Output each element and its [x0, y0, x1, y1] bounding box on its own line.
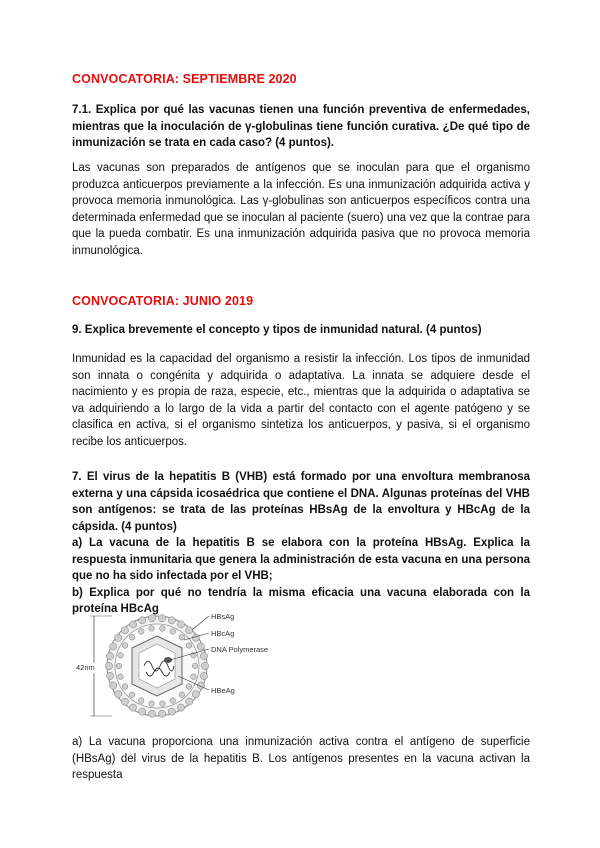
question-9: [72, 322, 530, 339]
hbsag-protein: [177, 704, 184, 711]
question-part-a: a) La vacuna de la hepatitis B se elabora con la proteína HBsAg. Explica la respuesta inmunitaria que genera la administración de esta vacuna en una persona que no ha sido infectada por el VHB;: [72, 537, 530, 582]
hbcag-protein: [122, 643, 128, 649]
hbsag-protein: [168, 617, 175, 624]
hbsag-protein: [201, 662, 208, 669]
hbsag-protein: [121, 627, 128, 634]
hbsag-protein: [192, 634, 199, 641]
hbsag-protein: [186, 698, 193, 705]
hbsag-protein: [121, 698, 128, 705]
section-heading-sep-2020: CONVOCATORIA: SEPTIEMBRE 2020: [72, 72, 297, 86]
hbsag-protein: [158, 615, 165, 622]
hbcag-protein: [149, 626, 155, 632]
hbcag-protein: [149, 701, 155, 707]
question-7-hepatitis: [72, 469, 530, 618]
answer-text: a) La vacuna proporciona una inmunización activa contra el antígeno de superficie (HBsAg) del virus de la hepatitis B. Los antígenos presentes en la vacuna activan la respuesta: [72, 736, 530, 782]
hbcag-protein: [191, 674, 197, 680]
hbsag-protein: [192, 691, 199, 698]
hbcag-protein: [170, 629, 176, 635]
hbsag-protein: [197, 643, 204, 650]
hbcag-protein: [129, 634, 135, 640]
hbsag-protein: [200, 672, 207, 679]
hbsag-protein: [106, 672, 113, 679]
hbcag-protein: [129, 692, 135, 698]
hbcag-protein: [160, 701, 166, 707]
hbcag-protein: [138, 698, 144, 704]
hbcag-protein: [118, 652, 124, 658]
hbsag-protein: [200, 652, 207, 659]
hbcag-protein: [179, 634, 185, 640]
hbsag-protein: [129, 704, 136, 711]
hbsag-protein: [115, 634, 122, 641]
question-text: 7.1. Explica por qué las vacunas tienen una función preventiva de enfermedades, mientras que la inoculación de γ-globulinas tiene función curativa. ¿De qué tipo de inmunización se trata en cada caso? (4 puntos).: [72, 104, 530, 149]
hbcag-protein: [138, 629, 144, 635]
hbsag-protein: [105, 662, 112, 669]
hbcag-protein: [118, 674, 124, 680]
label-hbcag: HBcAg: [211, 629, 235, 638]
hbcag-protein: [116, 663, 122, 669]
section-heading-jun-2019: CONVOCATORIA: JUNIO 2019: [72, 294, 254, 308]
size-label: 42nm: [76, 663, 95, 672]
hbsag-protein: [186, 627, 193, 634]
hbsag-protein: [148, 710, 155, 717]
answer-7-a: [72, 734, 530, 784]
hbsag-protein: [139, 617, 146, 624]
hbcag-protein: [186, 643, 192, 649]
hbsag-protein: [148, 615, 155, 622]
hbcag-protein: [160, 626, 166, 632]
hbsag-protein: [115, 691, 122, 698]
answer-9: [72, 351, 530, 451]
label-hbeag: HBeAg: [211, 686, 235, 695]
answer-text: Inmunidad es la capacidad del organismo a resistir la infección. Los tipos de inmunidad son innata o congénita y adquirida o adaptativa. La innata se adquiere desde el nacimiento y es propia de raza, especie, etc., mientras que la adquirida o adaptativa se va adquiriendo a lo largo de la vida a partir del contacto con el agente patógeno y se clasifica en activa, si el organismo sintetiza los anticuerpos, y pasiva, si el organismo recibe los anticuerpos.: [72, 353, 530, 448]
hbsag-protein: [139, 708, 146, 715]
label-dna-polymerase: DNA Polymerase: [211, 645, 269, 654]
hbcag-protein: [179, 692, 185, 698]
hbcag-protein: [192, 663, 198, 669]
hbsag-protein: [197, 682, 204, 689]
hbsag-protein: [129, 621, 136, 628]
hbsag-protein: [177, 621, 184, 628]
hbsag-protein: [106, 652, 113, 659]
question-text: 9. Explica brevemente el concepto y tipos de inmunidad natural. (4 puntos): [72, 324, 482, 336]
answer-7-1: [72, 160, 530, 260]
hepatitis-b-virus-diagram: [72, 606, 302, 726]
hbsag-protein: [168, 708, 175, 715]
pointer-hbsag: [192, 616, 209, 630]
hbcag-protein: [186, 684, 192, 690]
question-part-b: b) Explica por qué no tendría la misma eficacia una vacuna elaborada con la proteína HBcAg: [72, 586, 530, 615]
hbcag-protein: [122, 684, 128, 690]
question-intro: 7. El virus de la hepatitis B (VHB) está formado por una envoltura membranosa externa y una cápsida icosaédrica que contiene el DNA. Algunas proteínas del VHB son antígenos: se trata de las proteínas HBsAg de la envoltura y HBcAg de la cápsida. (4 puntos): [72, 471, 530, 533]
answer-text: Las vacunas son preparados de antígenos que se inoculan para que el organismo produzca anticuerpos previamente a la infección. Es una inmunización adquirida activa y provoca memoria inmunológica. Las γ-globulinas son anticuerpos específicos contra una determinada enfermedad que se inoculan al paciente (suero) una vez que la contrae para que la pueda combatir. Es una inmunización adquirida pasiva que no provoca memoria inmunológica.: [72, 162, 530, 257]
hbcag-protein: [170, 698, 176, 704]
hbsag-protein: [110, 643, 117, 650]
question-7-1: [72, 102, 530, 152]
hbsag-protein: [110, 682, 117, 689]
hbsag-protein: [158, 710, 165, 717]
label-hbsag: HBsAg: [211, 612, 235, 621]
